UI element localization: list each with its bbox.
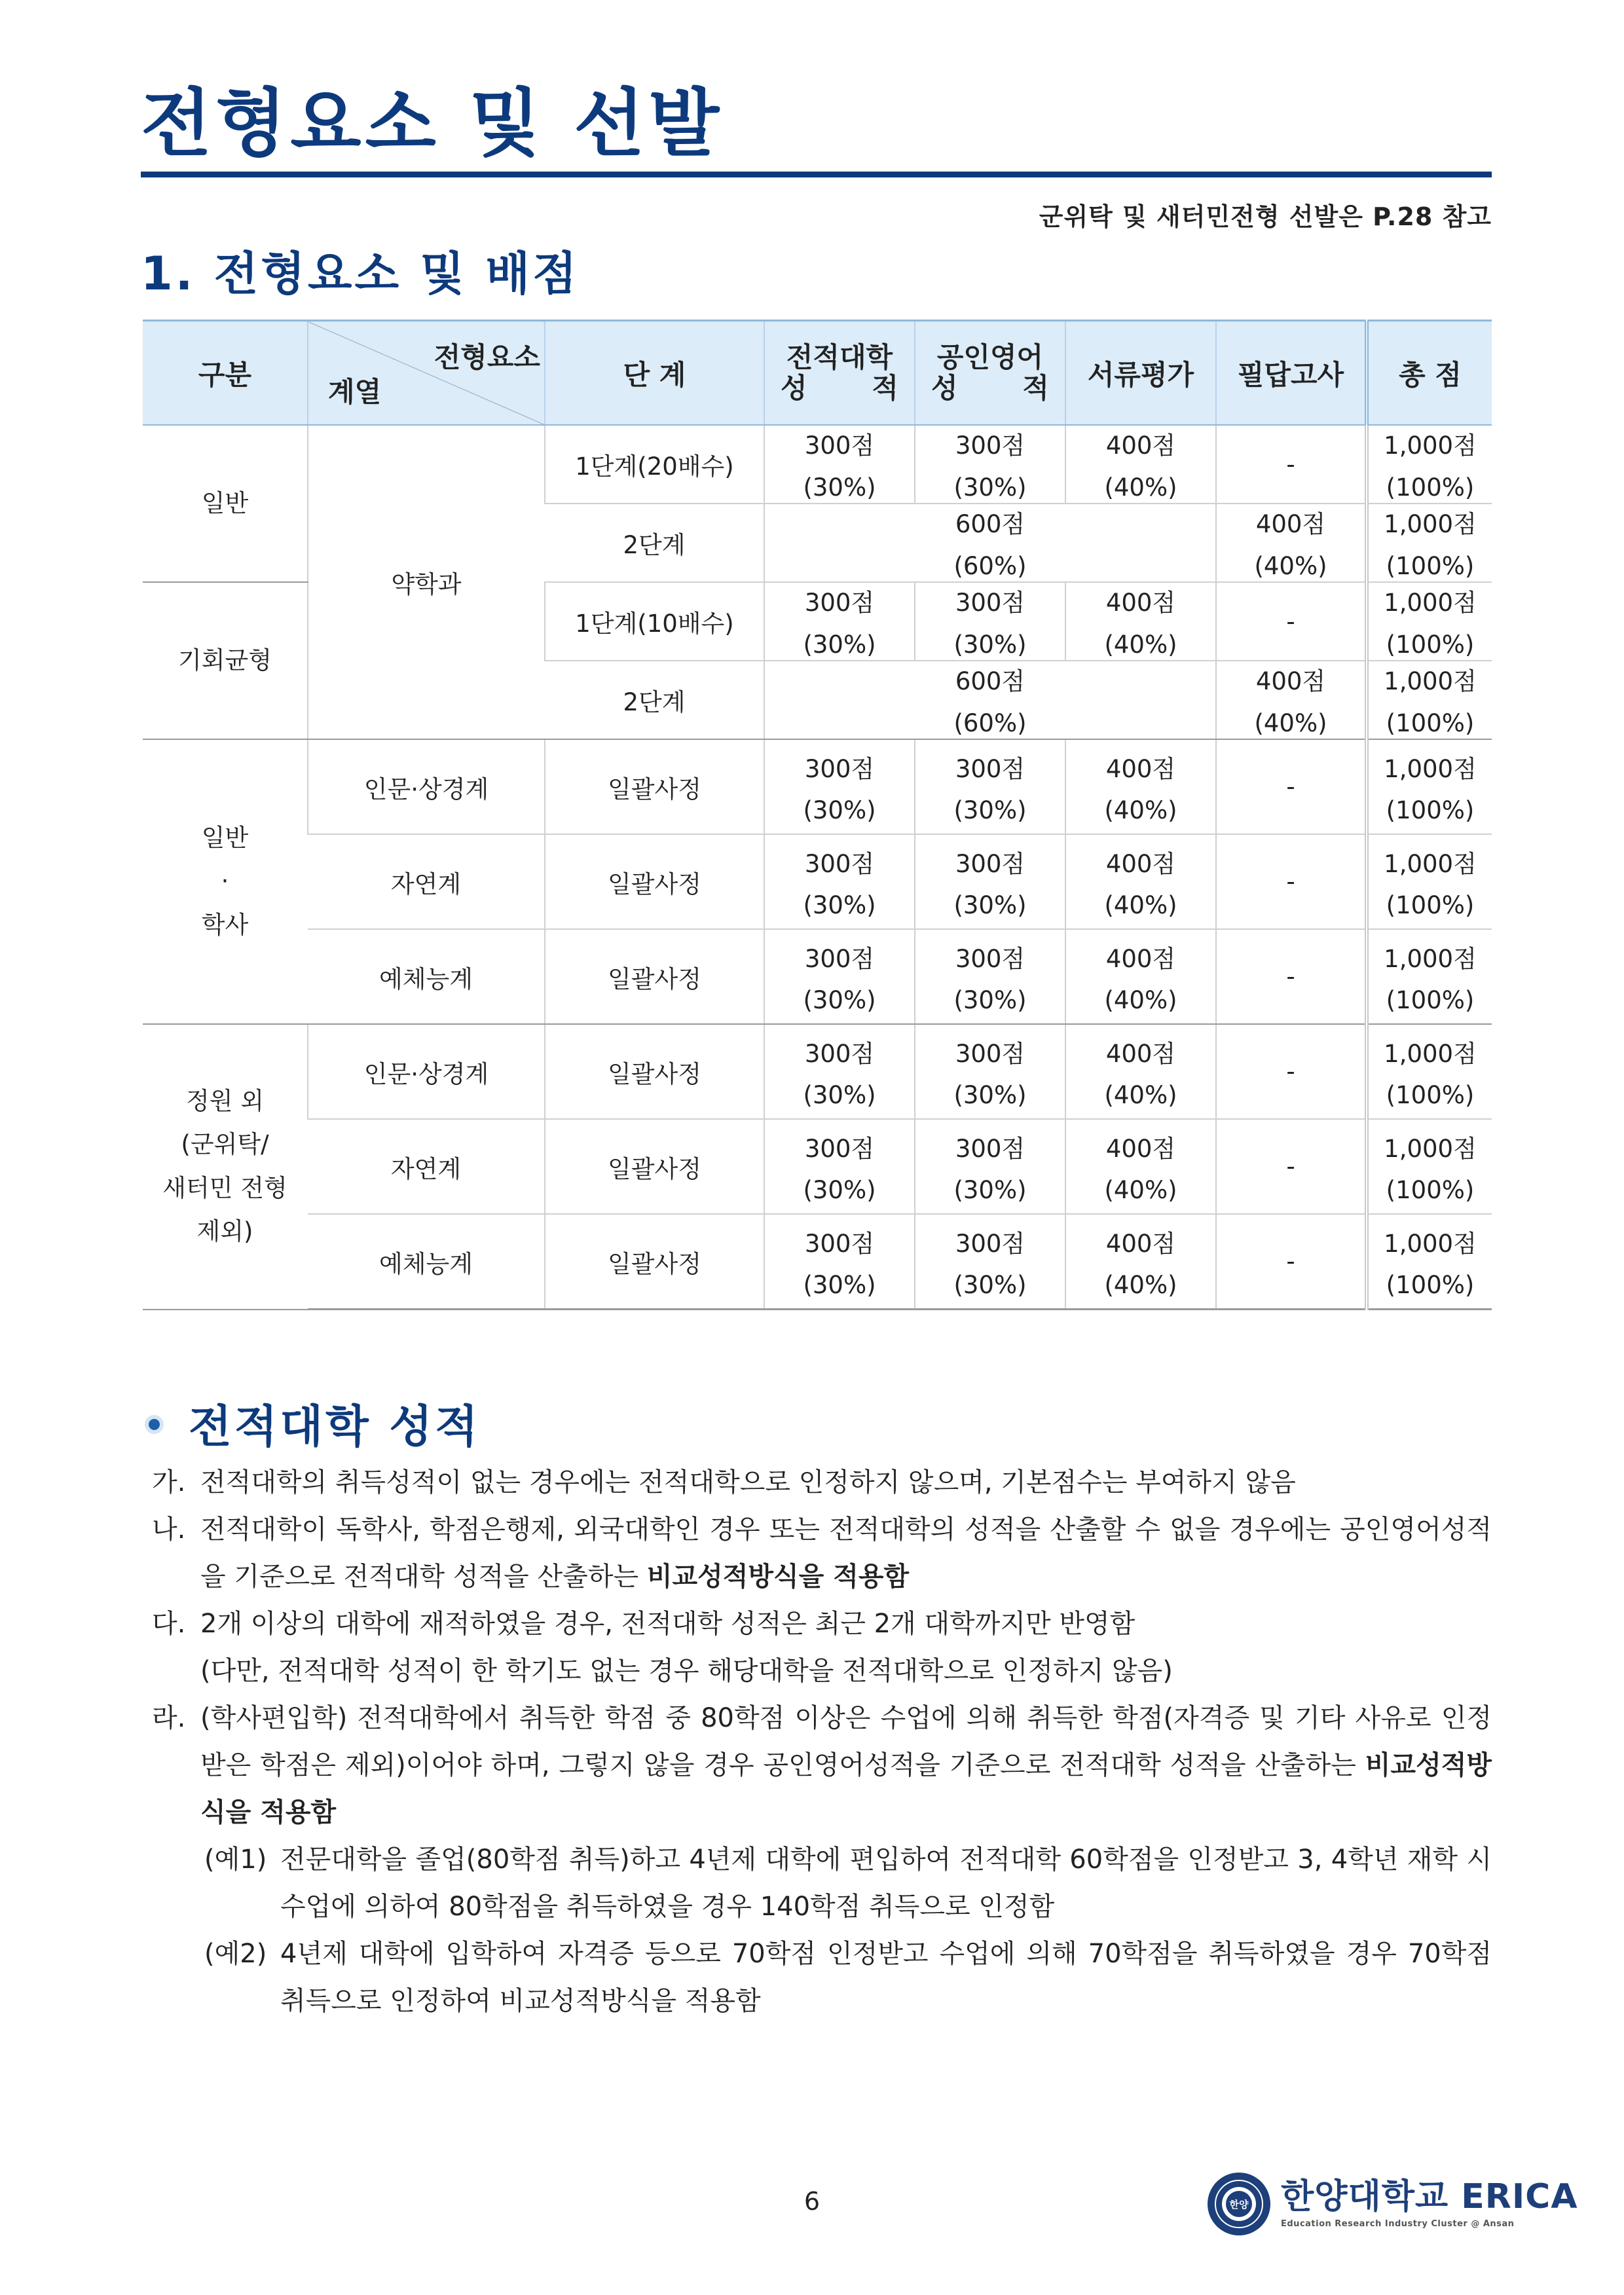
list-item: 라. (학사편입학) 전적대학에서 취득한 학점 중 80학점 이상은 수업에 의해 취득한 학점(자격증 및 기타 사유로 인정받은 학점은 제외)이어야 하며, 그렇지 않을 경우 공인영어성적을 기준으로 전적대학 성적을 산출하는 비교성적방식을 적용함 [152, 1703, 1492, 1827]
score-cell: 300점 (30%) [764, 425, 915, 504]
stage-cell: 1단계(20배수) [545, 425, 764, 504]
subsection-title: 전적대학 성적 [141, 1391, 481, 1455]
total-cell: 1,000점 (100%) [1367, 1024, 1492, 1119]
list-item: 나. 전적대학이 독학사, 학점은행제, 외국대학인 경우 또는 전적대학의 성적을 산출할 수 없을 경우에는 공인영어성적을 기준으로 전적대학 성적을 산출하는 비교성적방식을 적용함 [152, 1515, 1492, 1592]
score-cell: 400점 (40%) [1065, 1214, 1216, 1310]
table-row [143, 739, 1492, 834]
university-logo [1206, 2171, 1578, 2237]
score-cell: 300점 (30%) [915, 582, 1065, 661]
score-cell: 400점 (40%) [1216, 504, 1367, 582]
score-cell: - [1216, 425, 1367, 504]
score-cell: 300점 (30%) [764, 1024, 915, 1119]
header-total: 총 점 [1367, 321, 1492, 426]
list-item: 다. 2개 이상의 대학에 재적하였을 경우, 전적대학 성적은 최근 2개 대학까지만 반영함 (다만, 전적대학 성적이 한 학기도 없는 경우 해당대학을 전적대학으로 인정하지 않음) [152, 1609, 1173, 1686]
total-cell: 1,000점 (100%) [1367, 661, 1492, 739]
group-general-bachelor: 일반 · 학사 [143, 739, 308, 1024]
table-row [143, 1024, 1492, 1119]
total-cell: 1,000점 (100%) [1367, 425, 1492, 504]
score-cell: 400점 (40%) [1065, 582, 1216, 661]
svg-text:한양: 한양 [1229, 2199, 1249, 2211]
page-title: 전형요소 및 선발 [141, 81, 724, 166]
score-cell: - [1216, 1024, 1367, 1119]
track-cell: 자연계 [308, 1119, 545, 1214]
header-diagonal [308, 321, 545, 426]
header-track: 계열 [328, 376, 382, 408]
table-row [143, 425, 1492, 504]
stage-cell: 일괄사정 [545, 1119, 764, 1214]
score-cell: - [1216, 1119, 1367, 1214]
score-cell: 300점 (30%) [764, 834, 915, 929]
bullet-icon [149, 1419, 160, 1430]
table-row [143, 1214, 1492, 1310]
page-number: 6 [803, 2187, 821, 2216]
table-row [143, 834, 1492, 929]
header-english-grade: 공인영어 성 적 [915, 321, 1065, 426]
example-item: (예1) 전문대학을 졸업(80학점 취득)하고 4년제 대학에 편입하여 전적대학 60학점을 인정받고 3, 4학년 재학 시 수업에 의하여 80학점을 취득하였을 경우 140학점 취득으로 인정함 [204, 1845, 1492, 1922]
score-cell: 600점 (60%) [764, 661, 1216, 739]
stage-cell: 1단계(10배수) [545, 582, 764, 661]
university-seal-icon [1206, 2171, 1272, 2237]
score-cell: 600점 (60%) [764, 504, 1216, 582]
header-transfer-grade: 전적대학 성 적 [764, 321, 915, 426]
logo-tagline: Education Research Industry Cluster @ Ansan [1281, 2218, 1515, 2229]
stage-cell: 일괄사정 [545, 929, 764, 1024]
header-category: 구분 [143, 321, 308, 426]
group-general: 일반 [143, 425, 308, 582]
header-element: 전형요소 [434, 341, 540, 373]
score-cell: 400점 (40%) [1065, 929, 1216, 1024]
track-cell: 예체능계 [308, 929, 545, 1024]
score-cell: 400점 (40%) [1065, 834, 1216, 929]
score-cell: - [1216, 582, 1367, 661]
track-cell: 인문·상경계 [308, 739, 545, 834]
table-row [143, 929, 1492, 1024]
score-cell: 300점 (30%) [764, 1214, 915, 1310]
logo-name: 한양대학교 ERICA [1281, 2176, 1578, 2216]
score-cell: 300점 (30%) [915, 1119, 1065, 1214]
track-cell: 인문·상경계 [308, 1024, 545, 1119]
score-cell: 300점 (30%) [915, 1214, 1065, 1310]
stage-cell: 일괄사정 [545, 1024, 764, 1119]
score-cell: - [1216, 834, 1367, 929]
score-cell: 300점 (30%) [764, 739, 915, 834]
score-table [143, 320, 1492, 1310]
score-cell: 400점 (40%) [1216, 661, 1367, 739]
score-cell: 300점 (30%) [915, 739, 1065, 834]
stage-cell: 일괄사정 [545, 739, 764, 834]
score-cell: 400점 (40%) [1065, 425, 1216, 504]
score-cell: 400점 (40%) [1065, 1119, 1216, 1214]
score-cell: 300점 (30%) [915, 834, 1065, 929]
total-cell: 1,000점 (100%) [1367, 1214, 1492, 1310]
list-item: 가. 전적대학의 취득성적이 없는 경우에는 전적대학으로 인정하지 않으며, 기본점수는 부여하지 않음 [152, 1467, 1296, 1497]
stage-cell: 일괄사정 [545, 1214, 764, 1310]
stage-cell: 일괄사정 [545, 834, 764, 929]
score-cell: 300점 (30%) [915, 929, 1065, 1024]
score-cell: 300점 (30%) [764, 1119, 915, 1214]
track-pharmacy: 약학과 [308, 425, 545, 739]
table-header-row [143, 321, 1492, 426]
title-underline [141, 172, 1492, 177]
total-cell: 1,000점 (100%) [1367, 834, 1492, 929]
header-stage: 단 계 [545, 321, 764, 426]
total-cell: 1,000점 (100%) [1367, 1119, 1492, 1214]
table-row [143, 1119, 1492, 1214]
score-cell: 300점 (30%) [915, 1024, 1065, 1119]
stage-cell: 2단계 [545, 661, 764, 739]
group-opportunity: 기회균형 [143, 582, 308, 739]
score-cell: - [1216, 739, 1367, 834]
stage-cell: 2단계 [545, 504, 764, 582]
section-title: 1. 전형요소 및 배점 [141, 247, 580, 301]
score-cell: 300점 (30%) [764, 582, 915, 661]
score-cell: 400점 (40%) [1065, 739, 1216, 834]
score-cell: 400점 (40%) [1065, 1024, 1216, 1119]
transfer-grade-rules [152, 1459, 1492, 2025]
example-item: (예2) 4년제 대학에 입학하여 자격증 등으로 70학점 인정받고 수업에 의해 70학점을 취득하였을 경우 70학점 취득으로 인정하여 비교성적방식을 적용함 [204, 1939, 1492, 2016]
total-cell: 1,000점 (100%) [1367, 582, 1492, 661]
total-cell: 1,000점 (100%) [1367, 739, 1492, 834]
header-document-review: 서류평가 [1065, 321, 1216, 426]
group-extra-quota: 정원 외 (군위탁/ 새터민 전형 제외) [143, 1024, 308, 1310]
total-cell: 1,000점 (100%) [1367, 504, 1492, 582]
reference-note: 군위탁 및 새터민전형 선발은 P.28 참고 [1039, 202, 1492, 231]
score-cell: 300점 (30%) [915, 425, 1065, 504]
track-cell: 예체능계 [308, 1214, 545, 1310]
track-cell: 자연계 [308, 834, 545, 929]
header-written-exam: 필답고사 [1216, 321, 1367, 426]
total-cell: 1,000점 (100%) [1367, 929, 1492, 1024]
score-cell: - [1216, 1214, 1367, 1310]
score-cell: - [1216, 929, 1367, 1024]
score-cell: 300점 (30%) [764, 929, 915, 1024]
